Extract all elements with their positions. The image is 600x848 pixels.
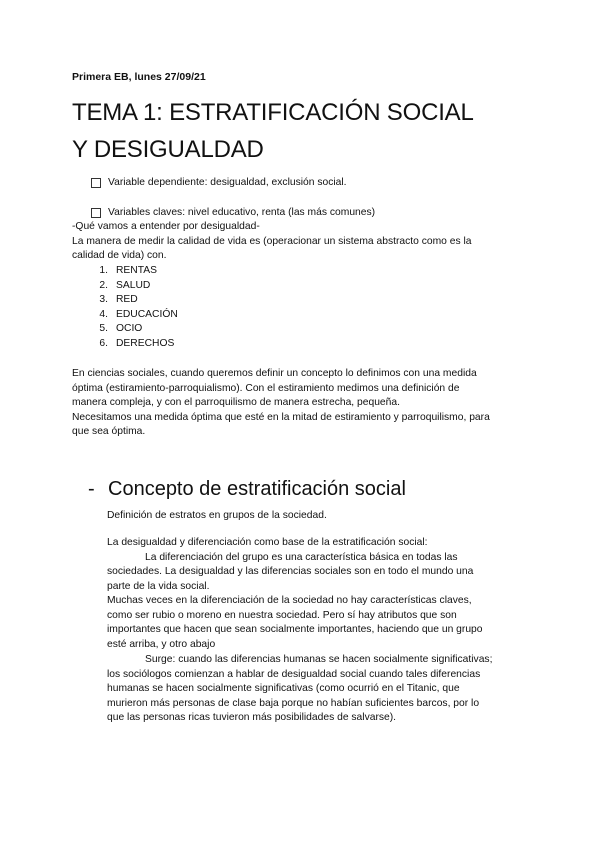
list-label: SALUD [116,279,151,291]
checklist-item [91,177,347,188]
numbered-list [86,264,178,352]
page-title-line-2: Y DESIGUALDAD [72,136,264,163]
paragraph-line: murieron más personas de clase baja porque no habían suficientes barcos, por lo [107,697,480,709]
checklist-label: Variable dependiente: desigualdad, exclusión social. [108,177,347,188]
list-number: 4. [99,308,108,320]
intro-line: -Qué vamos a entender por desigualdad- [72,221,260,232]
paragraph-line: que las personas ricas tuvieron más posibilidades de salvarse). [107,712,397,723]
surge-paragraph [107,653,492,726]
paragraph-line: como ser rubio o moreno en nuestra sociedad. Pero sí hay atributos que son [107,609,457,621]
paragraph-line: que sea óptima. [72,426,146,437]
paragraph-line: óptima (estiramiento-parroquialismo). Con el estiramiento medimos una definición de [72,382,460,394]
paragraph-line: importantes que hacen que sean socialmente importantes, haciendo que un grupo [107,624,483,635]
list-item [86,337,178,352]
list-label: RED [116,294,138,306]
section-heading-text: Concepto de estratificación social [108,478,406,500]
paragraph-line: manera compleja, y con el parroquilismo de manera estrecha, pequeña. [72,397,400,408]
list-item [86,264,178,279]
paragraph-line: sociedades. La desigualdad y las diferencias sociales son en todo el mundo una [107,566,474,577]
paragraph-line: los sociólogos comienzan a hablar de desigualdad social cuando tales diferencias [107,668,481,680]
list-number: 2. [99,279,108,291]
checkbox-icon[interactable] [91,178,101,188]
list-label: DERECHOS [116,337,175,349]
page-title-line-1: TEMA 1: ESTRATIFICACIÓN SOCIAL [72,99,474,126]
list-item [86,293,178,308]
list-item [86,308,178,323]
checklist-label: Variables claves: nivel educativo, renta (las más comunes) [108,207,376,218]
intro-line: La manera de medir la calidad de vida es (operacionar un sistema abstracto como es la [72,235,472,247]
paragraph-line: La diferenciación del grupo es una característica básica en todas las [145,551,458,563]
paragraph-line: La desigualdad y diferenciación como base de la estratificación social: [107,537,428,548]
base-paragraph [107,536,483,652]
list-label: RENTAS [116,265,158,276]
paragraph-line: humanas se hacen socialmente significativas (como ocurrió en el Titanic, que [107,683,460,694]
intro-line: calidad de vida) con. [72,250,167,261]
list-label: OCIO [116,323,143,335]
paragraph-line: Muchas veces en la diferenciación de la sociedad no hay características claves, [107,595,472,606]
list-item [86,322,178,337]
paragraph-line: parte de la vida social. [107,580,210,592]
list-item [86,279,178,294]
list-number: 5. [99,323,108,335]
list-number: 3. [99,294,108,306]
paragraph-line: Necesitamos una medida óptima que esté en la mitad de estiramiento y parroquilismo, para [72,411,490,423]
section-heading [88,478,406,501]
section-dash: - [88,478,95,500]
date-header: Primera EB, lunes 27/09/21 [72,71,206,83]
list-number: 6. [99,337,108,349]
paragraph-line: Surge: cuando las diferencias humanas se hacen socialmente significativas; [145,654,493,665]
paragraph-line: En ciencias sociales, cuando queremos definir un concepto lo definimos con una medida [72,368,477,379]
intro-block [72,220,472,264]
list-label: EDUCACIÓN [116,308,178,320]
paragraph-line: esté arriba, y otro abajo [107,638,216,650]
list-number: 1. [99,265,108,276]
checkbox-icon[interactable] [91,208,101,218]
checklist-item [91,207,375,218]
ciencias-paragraph [72,367,490,440]
definicion-line: Definición de estratos en grupos de la sociedad. [107,510,327,521]
